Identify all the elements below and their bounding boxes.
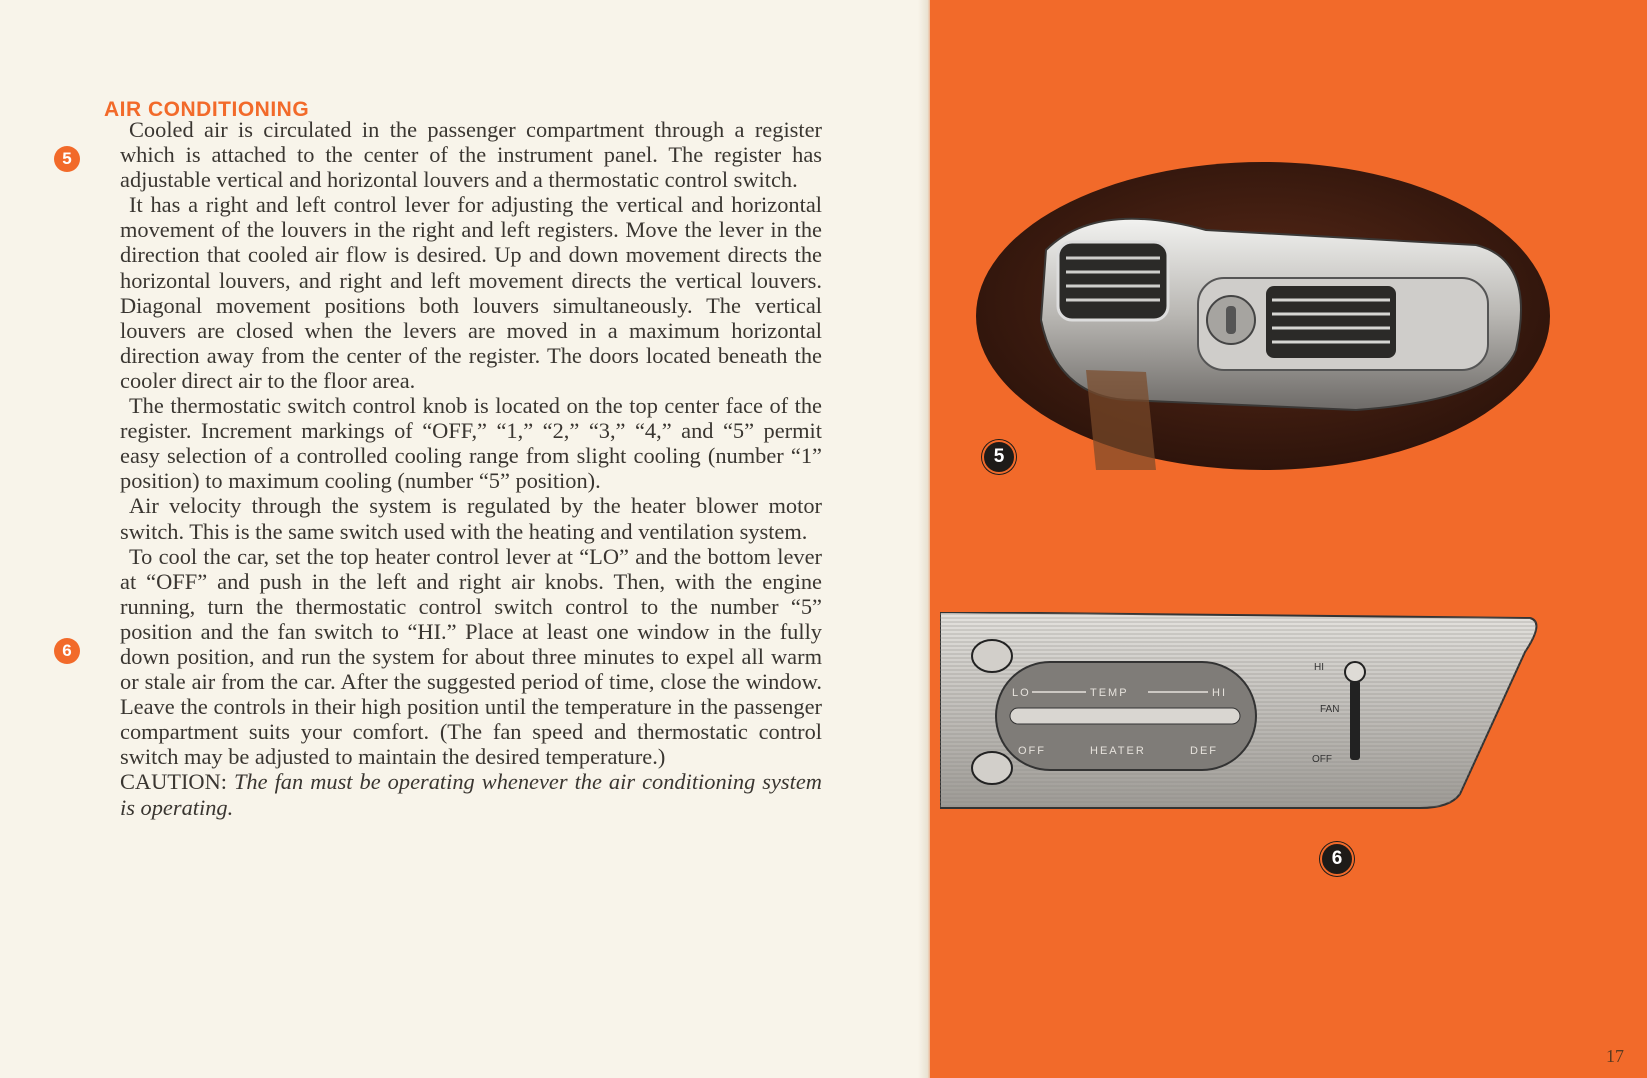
paragraph-5: To cool the car, set the top heater control lever at “LO” and the bottom lever at “OFF” and push in the left and right air knobs. Then, with the engine running, turn the thermostatic control switch control to the number “5” position and the fan switch to “HI.” Place at least one window in the fully down position, and run the system for about three minutes to expel all warm or stale air from the car. After the suggested period of time, close the window. Leave the controls in their high position until the temperature in the passenger compartment suits your comfort. (The fan speed and thermostatic control switch may be adjusted to maintain the desired temperature.) [120,543,822,770]
label-lo: LO [1012,687,1031,699]
thermostat-knob-grip [1226,306,1236,334]
register-photo [976,160,1551,472]
paragraph-3: The thermostatic switch control knob is located on the top center face of the register. Increment markings of “OFF,” “1,” “2,” “3,” “4,” and “5” permit easy selection of a controlled cooling range from slight cooling (number “1” position) to maximum cooling (number “5” position). [120,393,822,494]
caution-text: The fan must be operating whenever the air conditioning system is operating. [120,769,822,820]
caution-label: CAUTION: [120,769,227,795]
figure-6-number: 6 [1320,842,1354,876]
paragraph-4: Air velocity through the system is regulated by the heater blower motor switch. This is the same switch used with the heating and ventilation system. [120,493,822,544]
label-hi: HI [1212,687,1227,699]
label-heater: HEATER [1090,745,1146,757]
label-fan-off: OFF [1312,754,1332,765]
section-heading: AIR CONDITIONING [104,98,310,121]
label-fan: FAN [1320,704,1340,715]
fan-switch-knob [1345,662,1365,682]
figure-marker-5: 5 [54,146,80,172]
register-illustration [976,160,1551,472]
label-temp: TEMP [1090,687,1129,699]
control-panel-illustration [940,612,1540,812]
label-off: OFF [1018,745,1046,757]
caution-paragraph [120,769,822,819]
page-number: 17 [1606,1046,1624,1066]
floor-door-lever [1086,370,1156,470]
control-panel-photo [940,612,1540,812]
left-register-vent [1058,242,1168,320]
fan-switch-slot [1350,680,1360,760]
lower-lever-knob [972,752,1012,784]
right-page [930,0,1647,1078]
paragraph-1: Cooled air is circulated in the passenger compartment through a register which is attached to the center of the instrument panel. The register has adjustable vertical and horizontal louvers and a thermostatic control switch. [120,117,822,193]
right-register-vent [1266,286,1396,358]
label-def: DEF [1190,745,1218,757]
upper-lever-knob [972,640,1012,672]
body-text [120,117,822,820]
label-fan-hi: HI [1314,662,1324,673]
figure-5-number: 5 [982,440,1016,474]
heater-slot [1010,708,1240,724]
figure-marker-6: 6 [54,638,80,664]
paragraph-2: It has a right and left control lever for adjusting the vertical and horizontal movement of the louvers in the right and left registers. Move the lever in the direction that cooled air flow is desired. Up and down movement directs the horizontal louvers, and right and left movement directs the vertical louvers. Diagonal movement positions both louvers simultaneously. The vertical louvers are closed when the levers are moved in a maximum horizontal direction away from the center of the register. The doors located beneath the cooler direct air to the floor area. [120,192,822,393]
